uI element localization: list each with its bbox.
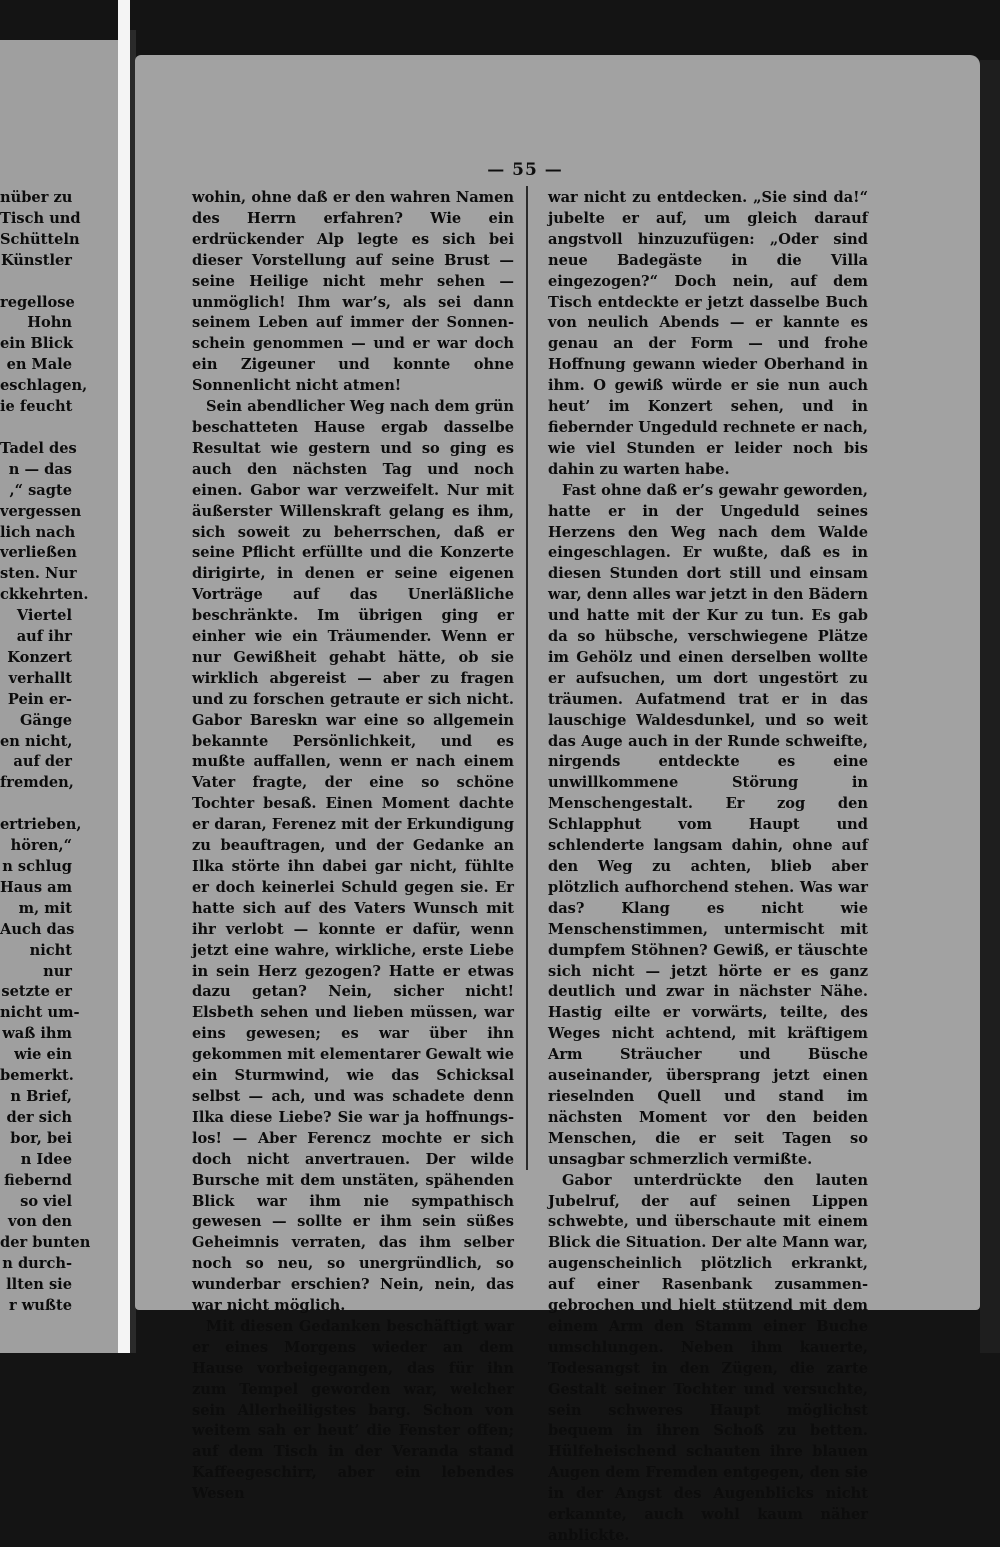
page-right-edge [980,60,1000,1353]
paragraph: Mit diesen Gedanken beschäftigt war er eines Morgens wieder an dem Hause vorbeigegangen, das für ihn zum Tempel geworden war, welcher sein Allerheiligstes barg. Schon von weitem sah er heut’ die Fenster offen; auf dem Tisch in der Veranda stand Kaffeegeschirr, aber ein lebendes Wesen [192,1317,514,1503]
paragraph: wohin, ohne daß er den wahren Namen des Herrn erfahren? Wie ein erdrückender Alp legte es sich bei dieser Vorstellung auf seine Brust — seine Heilige nicht mehr sehen — unmöglich! Ihm war’s, als sei dann seinem Leben auf immer der Sonnenschein genommen — und er war doch ein Zigeuner und konnte ohne Sonnenlicht nicht atmen! [192,189,514,395]
paragraph: Gabor unterdrückte den lauten Jubelruf, der auf seinen Lippen schwebte, und überschaute mit einem Blick die Situation. Der alte Mann war, augenscheinlich plötzlich erkrankt, auf einer Rasenbank zusammengebrochen und hielt stützend mit dem einem Arm den Stamm einer Buche umschlungen. Neben ihm kauerte, Todesangst in den Zügen, die zarte Gestalt seiner Tochter und versuchte, sein schweres Haupt möglichst bequem in ihren Schoß zu betten. Hülfeheischend schauten ihre blauen Augen dem Fremden entgegen, den sie in der Angst des Augenblicks nicht erkannte, auch wohl kaum näher anblickte. [548,1171,868,1544]
column-divider [526,186,528,1170]
paragraph: Sein abendlicher Weg nach dem grün beschatteten Hause ergab dasselbe Resultat wie gestern und so ging es auch den nächsten Tag und noch einen. Gabor war verzweifelt. Nur mit äußerster Willenskraft gelang es ihm, sich soweit zu beherrschen, daß er seine Pflicht erfüllte und die Konzerte dirigirte, in denen er seine eigenen Vorträge auf das Unerläßliche beschränkte. Im übrigen ging er einher wie ein Träumender. Wenn er nur Gewißheit gehabt hätte, ob sie wirklich abgereist — aber zu fragen und zu forschen getraute er sich nicht. Gabor Bareskn war eine so allgemein bekannte Persönlichkeit, und es mußte auffallen, wenn er nach einem Vater fragte, der eine so schöne Tochter besaß. Einen Moment dachte er daran, Ferenez mit der Erkundigung zu beauftragen, und der Gedanke an Ilka störte ihn dabei gar nicht, fühlte er doch keinerlei Schuld gegen sie. Er hatte sich auf des Vaters Wunsch mit ihr verlobt — konnte er dafür, wenn jetzt eine wahre, wirkliche, erste Liebe in sein Herz gezogen? Hatte er etwas dazu getan? Nein, sicher nicht! Elsbeth sehen und lieben müssen, war eins gewesen; es war über ihn gekommen mit elementarer Gewalt wie ein Sturmwind, wie das Schicksal selbst — ach, und was schadete denn Ilka diese Liebe? Sie war ja hoffnungslos! — Aber Ferencz mochte er sich doch nicht anvertrauen. Der wilde Bursche mit dem unstäten, spähenden Blick war ihm nie sympathisch gewesen — sollte er ihm sein süßes Geheimnis verraten, das ihm selber noch so neu, so unergründlich, so wunderbar erschien? Nein, nein, das war nicht möglich. [192,398,514,1315]
text-column-right [548,188,868,1547]
paragraph: Fast ohne daß er’s gewahr geworden, hatte er in der Ungeduld seines Herzens den Weg nach dem Walde eingeschlagen. Er wußte, daß es in diesen Stunden dort still und einsam war, denn alles war jetzt in den Bädern und hatte mit der Kur zu tun. Es gab da so hübsche, verschwiegene Plätze im Gehölz und einen derselben wollte er aufsuchen, um dort ungestört zu träumen. Aufatmend trat er in das lauschige Waldesdunkel, und so weit das Auge auch in der Runde schweifte, nirgends entdeckte es eine unwillkommene Störung in Menschengestalt. Er zog den Schlapphut vom Haupt und schlenderte langsam dahin, ohne auf den Weg zu achten, blieb aber plötzlich aufhorchend stehen. Was war das? Klang es nicht wie Menschenstimmen, untermischt mit dumpfem Stöhnen? Gewiß, er täuschte sich nicht — jetzt hörte er es ganz deutlich und zwar in nächster Nähe. Hastig eilte er vorwärts, teilte, des Weges nicht achtend, mit kräftigem Arm Sträucher und Büsche auseinander, übersprang jetzt einen rieselnden Quell und stand im nächsten Moment vor den beiden Menschen, die er seit Tagen so unsagbar schmerzlich vermißte. [548,481,868,1168]
book-gutter [118,0,130,1353]
left-page-text-fragment: nüber zu Tisch und Schütteln Künstler regellose Hohn ein Blick en Male eschlagen, ie feucht Tadel des n — das ,“ sagte vergessen lich nach verließen sten. Nur ckkehrten. Viertel auf ihr Konzert verhallt Pein er- Gänge en nicht, auf der fremden, ertrieben, hören,“ n schlug Haus am m, mit Auch das nicht nur setzte er nicht um- waß ihm wie ein bemerkt. n Brief, der sich bor, bei n Idee fiebernd so viel von den der bunten n durch- llten sie r wußte [0,189,91,1315]
page-number: — 55 — [487,160,563,180]
paragraph: war nicht zu entdecken. „Sie sind da!“ jubelte er auf, um gleich darauf angstvoll hinzuzufügen: „Oder sind neue Badegäste in die Villa eingezogen?“ Doch nein, auf dem Tisch entdeckte er jetzt dasselbe Buch von neulich Abends — er kannte es genau an der Form — und frohe Hoffnung gewann wieder Oberhand in ihm. O gewiß würde er sie nun auch heut’ im Konzert sehen, und in fiebernder Ungeduld rechnete er nach, wie viel Stunden er leider noch bis dahin zu warten habe. [548,189,868,478]
text-column-left [192,188,514,1505]
